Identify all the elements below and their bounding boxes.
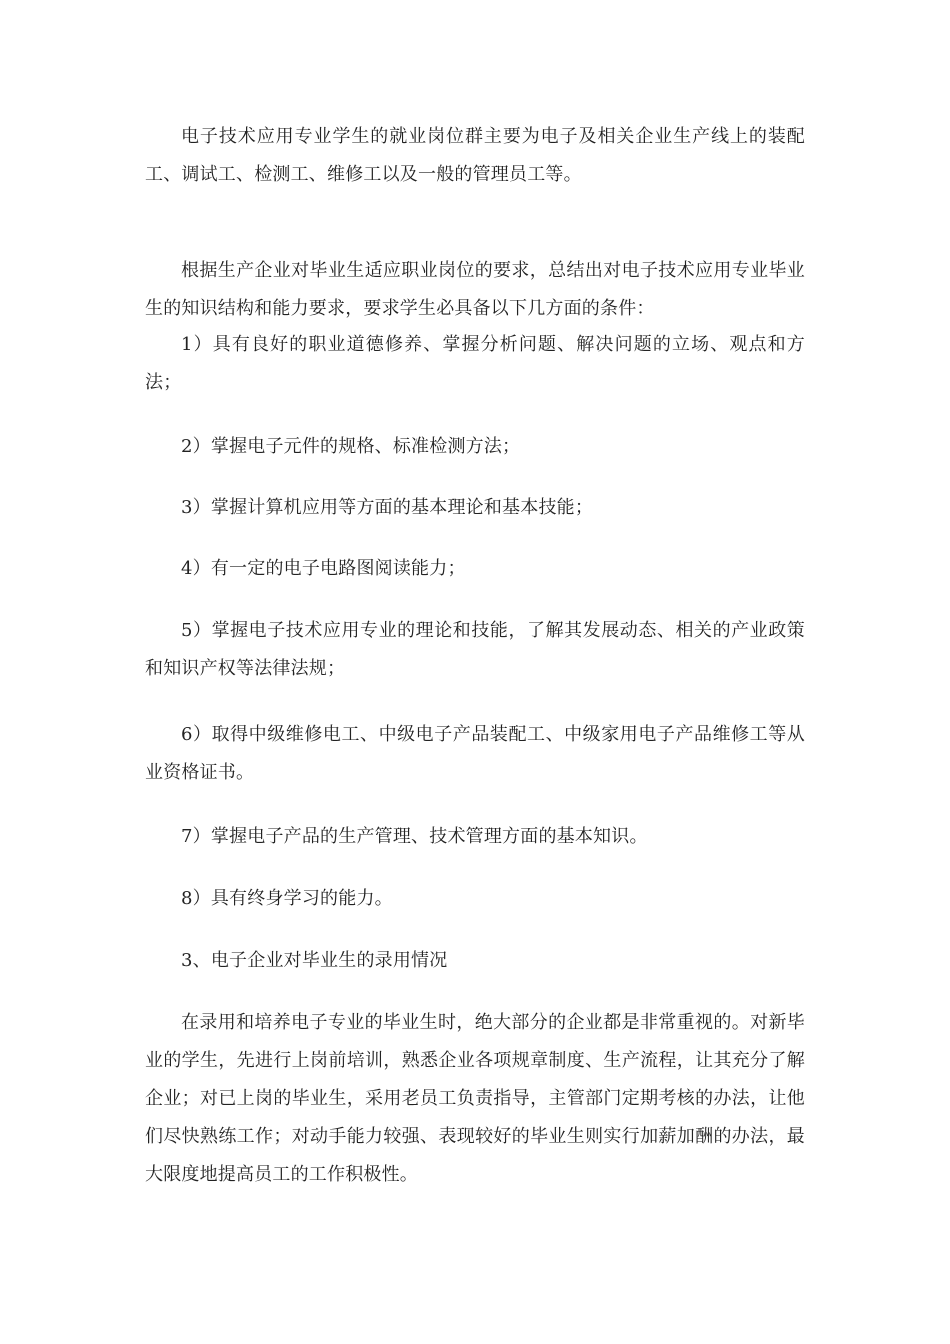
paragraph-employment-positions: 电子技术应用专业学生的就业岗位群主要为电子及相关企业生产线上的装配工、调试工、检测工、维修工以及一般的管理员工等。 bbox=[145, 126, 805, 185]
list-item-5: 5）掌握电子技术应用专业的理论和技能，了解其发展动态、相关的产业政策和知识产权等法律法规； bbox=[145, 620, 805, 679]
list-item-8: 8）具有终身学习的能力。 bbox=[181, 888, 393, 909]
list-item-2: 2）掌握电子元件的规格、标准检测方法； bbox=[181, 436, 521, 457]
section-heading-hiring: 3、电子企业对毕业生的录用情况 bbox=[181, 950, 448, 971]
list-item-7: 7）掌握电子产品的生产管理、技术管理方面的基本知识。 bbox=[181, 826, 648, 847]
list-item-3: 3）掌握计算机应用等方面的基本理论和基本技能； bbox=[181, 497, 594, 518]
list-item-6: 6）取得中级维修电工、中级电子产品装配工、中级家用电子产品维修工等从业资格证书。 bbox=[145, 724, 805, 783]
list-item-1: 1）具有良好的职业道德修养、掌握分析问题、解决问题的立场、观点和方法； bbox=[145, 334, 805, 393]
paragraph-requirements-intro: 根据生产企业对毕业生适应职业岗位的要求，总结出对电子技术应用专业毕业生的知识结构和能力要求，要求学生必具备以下几方面的条件： bbox=[145, 260, 805, 319]
paragraph-hiring-details: 在录用和培养电子专业的毕业生时，绝大部分的企业都是非常重视的。对新毕业的学生，先进行上岗前培训，熟悉企业各项规章制度、生产流程，让其充分了解企业；对已上岗的毕业生，采用老员工负责指导，主管部门定期考核的办法，让他们尽快熟练工作；对动手能力较强、表现较好的毕业生则实行加薪加酬的办法，最大限度地提高员工的工作积极性。 bbox=[145, 1012, 805, 1185]
list-item-4: 4）有一定的电子电路图阅读能力； bbox=[181, 558, 466, 579]
